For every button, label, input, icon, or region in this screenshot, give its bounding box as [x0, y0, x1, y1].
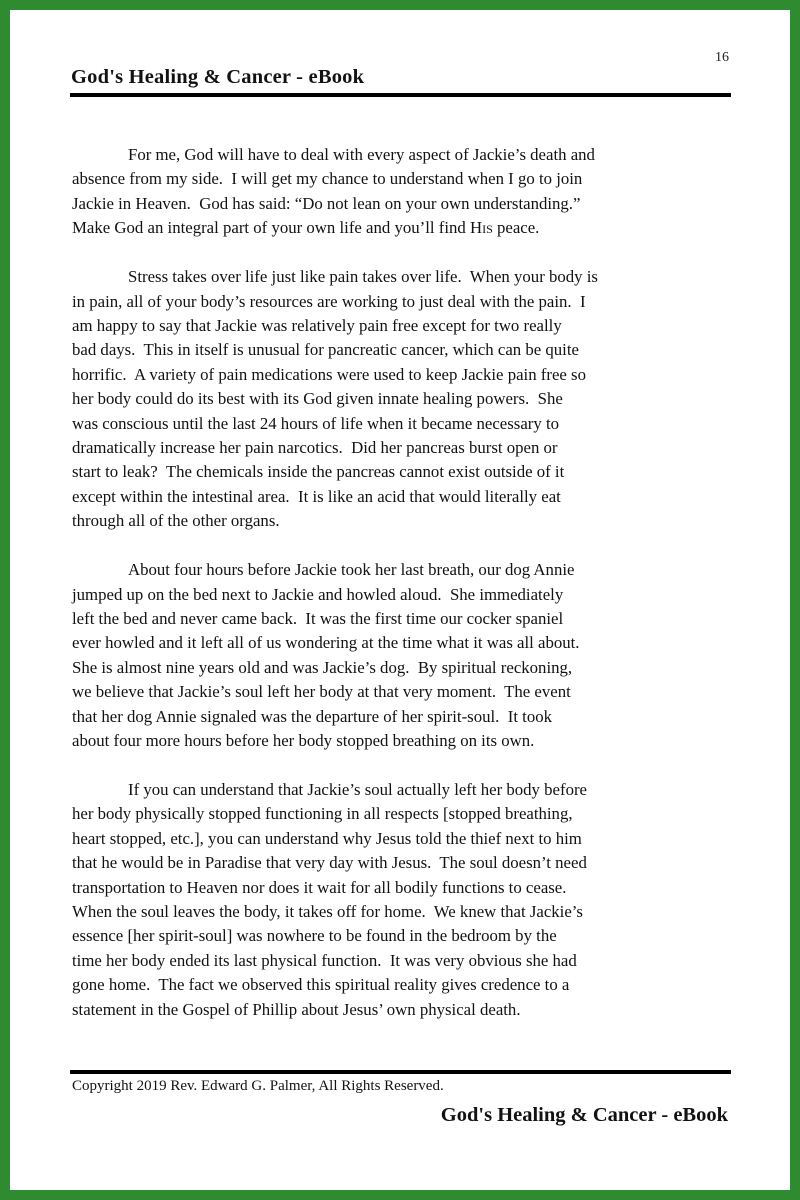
text-line: dramatically increase her pain narcotics. Did her pancreas burst open or — [72, 438, 558, 458]
text-line: When the soul leaves the body, it takes off for home. We knew that Jackie’s — [72, 902, 583, 922]
text-line: She is almost nine years old and was Jackie’s dog. By spiritual reckoning, — [72, 657, 573, 677]
text-line: that he would be in Paradise that very day with Jesus. The soul doesn’t need — [72, 853, 587, 873]
paragraph — [72, 778, 734, 1022]
copyright-notice: Copyright 2019 Rev. Edward G. Palmer, All Rights Reserved. — [72, 1078, 444, 1094]
text-line: about four more hours before her body stopped breathing on its own. — [72, 731, 535, 751]
text-line: essence [her spirit-soul] was nowhere to be found in the bedroom by the — [72, 926, 557, 946]
text-line: am happy to say that Jackie was relatively pain free except for two really — [72, 315, 562, 335]
text-line: time her body ended its last physical function. It was very obvious she had — [72, 950, 577, 970]
footer-rule — [70, 1070, 731, 1074]
text-line: jumped up on the bed next to Jackie and howled aloud. She immediately — [72, 584, 564, 604]
text-line: her body physically stopped functioning in all respects [stopped breathing, — [72, 804, 573, 824]
text-line: through all of the other organs. — [72, 511, 280, 531]
text-line: For me, God will have to deal with every aspect of Jackie’s death and — [128, 145, 595, 164]
text-line: that her dog Annie signaled was the departure of her spirit-soul. It took — [72, 706, 553, 726]
text-line: ever howled and it left all of us wondering at the time what it was all about. — [72, 633, 580, 653]
text-line: start to leak? The chemicals inside the pancreas cannot exist outside of it — [72, 462, 565, 482]
paragraph — [72, 143, 734, 241]
text-line: Jackie in Heaven. God has said: “Do not lean on your own understanding.” — [72, 193, 581, 213]
text-line: About four hours before Jackie took her last breath, our dog Annie — [128, 560, 575, 580]
text-line: left the bed and never came back. It was the first time our cocker spaniel — [72, 608, 564, 628]
text-line: we believe that Jackie’s soul left her body at that very moment. The event — [72, 682, 571, 702]
text-line: transportation to Heaven nor does it wait for all bodily functions to cease. — [72, 877, 567, 897]
paragraph — [72, 558, 734, 753]
text-line: If you can understand that Jackie’s soul actually left her body before — [128, 779, 587, 799]
text-line: Make God an integral part of your own life and you’ll find His peace. — [72, 218, 540, 238]
text-line: was conscious until the last 24 hours of life when it became necessary to — [72, 413, 559, 433]
text-line: except within the intestinal area. It is like an acid that would literally eat — [72, 486, 561, 506]
page-number: 16 — [715, 50, 729, 65]
text-line: her body could do its best with its God given innate healing powers. She — [72, 389, 563, 409]
footer-title: God's Healing & Cancer - eBook — [440, 1104, 728, 1126]
text-line: absence from my side. I will get my chance to understand when I go to join — [72, 169, 583, 189]
text-line: in pain, all of your body’s resources are working to just deal with the pain. I — [72, 291, 586, 311]
text-line: horrific. A variety of pain medications were used to keep Jackie pain free so — [72, 364, 586, 384]
text-line: Stress takes over life just like pain takes over life. When your body is — [128, 267, 598, 287]
text-line: heart stopped, etc.], you can understand why Jesus told the thief next to him — [72, 828, 582, 848]
header-rule — [70, 93, 731, 97]
header-title: God's Healing & Cancer - eBook — [71, 66, 365, 88]
text-line: gone home. The fact we observed this spiritual reality gives credence to a — [72, 975, 570, 995]
text-line: bad days. This in itself is unusual for pancreatic cancer, which can be quite — [72, 340, 579, 360]
body-text — [72, 143, 734, 1047]
text-line: statement in the Gospel of Phillip about Jesus’ own physical death. — [72, 999, 521, 1019]
paragraph — [72, 265, 734, 534]
